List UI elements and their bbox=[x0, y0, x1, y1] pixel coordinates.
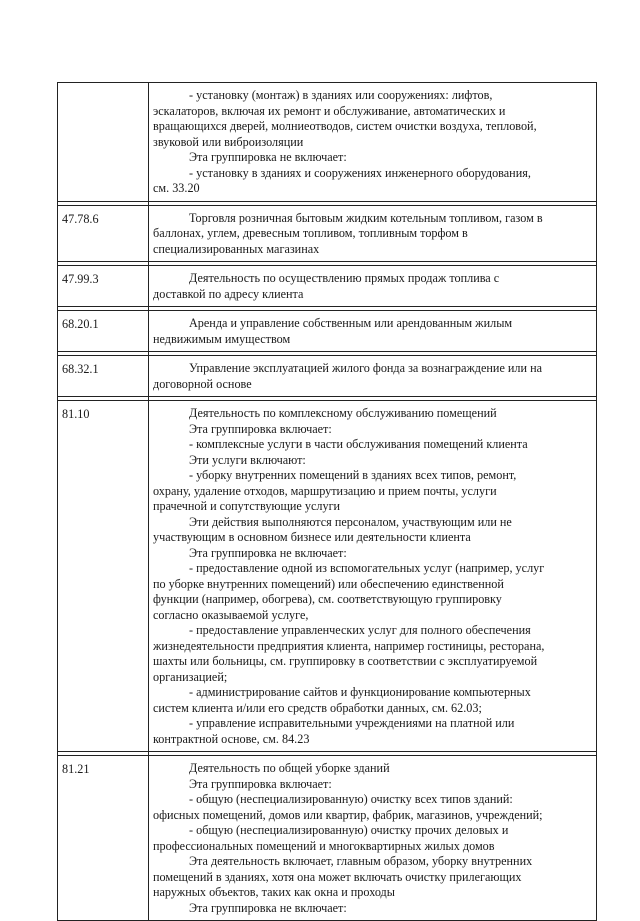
description-line: организацией; bbox=[153, 669, 228, 684]
table-row bbox=[58, 756, 597, 921]
activity-description bbox=[149, 401, 597, 752]
table-row bbox=[58, 205, 597, 262]
activity-description bbox=[149, 311, 597, 352]
activity-code bbox=[58, 83, 149, 202]
activity-description bbox=[149, 83, 597, 202]
description-line: Эта группировка не включает: bbox=[189, 900, 347, 915]
description-line: - предоставление управленческих услуг для полного обеспечения bbox=[189, 623, 531, 637]
description-line: недвижимым имуществом bbox=[153, 331, 291, 346]
description-line: - установку в зданиях и сооружениях инженерного оборудования, bbox=[189, 165, 531, 180]
table-row bbox=[58, 266, 597, 307]
table-body bbox=[58, 83, 597, 921]
activity-code: 47.99.3 bbox=[58, 266, 149, 307]
description-line: Аренда и управление собственным или арендованным жилым bbox=[189, 316, 513, 330]
description-line: договорной основе bbox=[153, 376, 252, 391]
activity-code: 68.32.1 bbox=[58, 356, 149, 397]
description-line: помещений в зданиях, хотя она может включать очистку прилегающих bbox=[153, 869, 522, 884]
description-line: согласно оказываемой услуге, bbox=[153, 607, 309, 622]
description-line: Деятельность по осуществлению прямых продаж топлива с bbox=[189, 271, 500, 285]
activity-code: 68.20.1 bbox=[58, 311, 149, 352]
description-line: Деятельность по общей уборке зданий bbox=[189, 761, 390, 775]
description-line: функции (например, обогрева), см. соответствующую группировку bbox=[153, 592, 502, 606]
description-line: баллонах, углем, древесным топливом, топливным торфом в bbox=[153, 226, 468, 240]
description-line: доставкой по адресу клиента bbox=[153, 286, 304, 301]
description-line: специализированных магазинах bbox=[153, 241, 320, 256]
description-line: Деятельность по комплексному обслуживанию помещений bbox=[189, 406, 497, 420]
description-line: Эта группировка включает: bbox=[189, 776, 332, 791]
description-line: участвующим в основном бизнесе или деятельности клиента bbox=[153, 530, 471, 544]
description-line: см. 33.20 bbox=[153, 181, 200, 195]
activity-description bbox=[149, 356, 597, 397]
description-line: шахты или больницы, см. группировку в соответствии с эксплуатируемой bbox=[153, 654, 538, 668]
table-row bbox=[58, 356, 597, 397]
description-line: систем клиента и/или его средств обработки данных, см. 62.03; bbox=[153, 700, 482, 715]
description-line: прачечной и сопутствующие услуги bbox=[153, 499, 341, 513]
description-line: профессиональных помещений и многоквартирных жилых домов bbox=[153, 838, 495, 853]
table-row bbox=[58, 401, 597, 752]
description-line: охрану, удаление отходов, маршрутизацию и прием почты, услуги bbox=[153, 483, 497, 498]
description-line: Эта группировка включает: bbox=[189, 421, 332, 436]
description-line: по уборке внутренних помещений) или обеспечению единственной bbox=[153, 576, 504, 591]
table-row bbox=[58, 83, 597, 202]
description-line: контрактной основе, см. 84.23 bbox=[153, 731, 310, 746]
description-line: жизнедеятельности предприятия клиента, например гостиницы, ресторана, bbox=[153, 638, 545, 653]
description-line: Эта группировка не включает: bbox=[189, 150, 347, 164]
description-line: - общую (неспециализированную) очистку прочих деловых и bbox=[189, 823, 509, 837]
description-line: вращающихся дверей, молниеотводов, систем очистки воздуха, тепловой, bbox=[153, 119, 537, 133]
description-line: Эти услуги включают: bbox=[189, 452, 306, 467]
description-line: - уборку внутренних помещений в зданиях всех типов, ремонт, bbox=[189, 468, 517, 482]
description-line: Торговля розничная бытовым жидким котельным топливом, газом в bbox=[189, 210, 543, 225]
activity-code: 81.21 bbox=[58, 756, 149, 921]
description-line: звуковой или виброизоляции bbox=[153, 134, 304, 149]
activity-description bbox=[149, 756, 597, 921]
description-line: - общую (неспециализированную) очистку всех типов зданий: bbox=[189, 792, 513, 806]
description-line: наружных объектов, таких как окна и проходы bbox=[153, 885, 395, 899]
description-line: офисных помещений, домов или квартир, фабрик, магазинов, учреждений; bbox=[153, 807, 543, 822]
description-line: Эти действия выполняются персоналом, участвующим или не bbox=[189, 514, 512, 529]
activity-code-table bbox=[57, 82, 597, 921]
description-line: Управление эксплуатацией жилого фонда за вознаграждение или на bbox=[189, 361, 543, 375]
description-line: эскалаторов, включая их ремонт и обслуживание, автоматических и bbox=[153, 103, 506, 118]
activity-code: 81.10 bbox=[58, 401, 149, 752]
description-line: - управление исправительными учреждениями на платной или bbox=[189, 716, 515, 730]
activity-description bbox=[149, 205, 597, 262]
description-line: - администрирование сайтов и функционирование компьютерных bbox=[189, 685, 531, 699]
description-line: - комплексные услуги в части обслуживания помещений клиента bbox=[189, 437, 528, 451]
description-line: - предоставление одной из вспомогательных услуг (например, услуг bbox=[189, 561, 545, 575]
description-line: - установку (монтаж) в зданиях или сооружениях: лифтов, bbox=[189, 88, 493, 102]
activity-code: 47.78.6 bbox=[58, 205, 149, 262]
activity-description bbox=[149, 266, 597, 307]
description-line: Эта деятельность включает, главным образом, уборку внутренних bbox=[189, 854, 533, 868]
table-row bbox=[58, 311, 597, 352]
description-line: Эта группировка не включает: bbox=[189, 545, 347, 560]
